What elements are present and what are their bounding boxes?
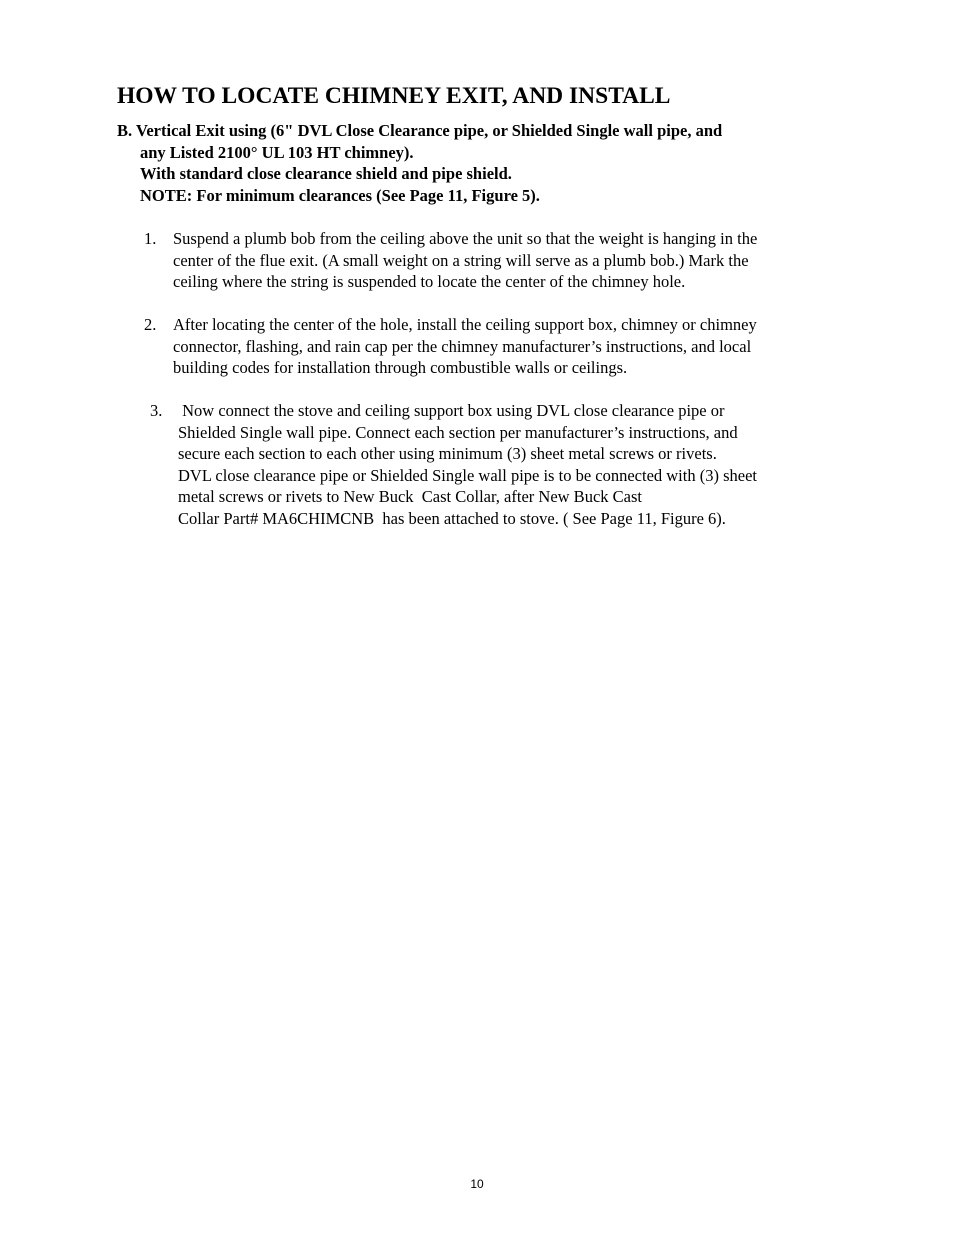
step-2-line: connector, flashing, and rain cap per the chimney manufacturer’s instructions, and local — [173, 336, 752, 356]
step-1-number: 1. — [144, 229, 157, 248]
step-3-line: metal screws or rivets to New Buck Cast Collar, after New Buck Cast — [178, 487, 642, 506]
step-2-number: 2. — [144, 315, 157, 334]
step-2-line: building codes for installation through combustible walls or ceilings. — [173, 358, 628, 377]
step-3-number: 3. — [150, 401, 163, 420]
step-3-line: Now connect the stove and ceiling support box using DVL close clearance pipe or — [178, 401, 725, 420]
step-3-line: Collar Part# MA6CHIMCNB has been attached to stove. ( See Page 11, Figure 6). — [178, 508, 726, 528]
section-b-note: NOTE: For minimum clearances (See Page 11, Figure 5). — [140, 185, 540, 205]
step-3-line: Shielded Single wall pipe. Connect each section per manufacturer’s instructions, and — [178, 422, 738, 442]
step-2-text — [173, 314, 757, 379]
section-b-intro — [117, 120, 877, 206]
step-2-line: After locating the center of the hole, install the ceiling support box, chimney or chimney — [173, 315, 757, 334]
step-3-text — [178, 400, 757, 529]
page-number: 10 — [470, 1177, 484, 1191]
step-3-line: DVL close clearance pipe or Shielded Single wall pipe is to be connected with (3) sheet — [178, 465, 757, 485]
step-1-line: Suspend a plumb bob from the ceiling above the unit so that the weight is hanging in the — [173, 229, 758, 248]
step-1-line: ceiling where the string is suspended to locate the center of the chimney hole. — [173, 272, 686, 291]
step-1-line: center of the flue exit. (A small weight on a string will serve as a plumb bob.) Mark the — [173, 250, 749, 270]
section-b-line-3: With standard close clearance shield and pipe shield. — [140, 164, 512, 183]
step-1-text — [173, 228, 757, 293]
step-3-line: secure each section to each other using minimum (3) sheet metal screws or rivets. — [178, 444, 717, 463]
section-b-title: B. Vertical Exit using (6" DVL Close Clearance pipe, or Shielded Single wall pipe, and — [117, 121, 723, 140]
page-heading: HOW TO LOCATE CHIMNEY EXIT, AND INSTALL — [117, 83, 671, 109]
section-b-line-2: any Listed 2100° UL 103 HT chimney). — [140, 142, 414, 162]
